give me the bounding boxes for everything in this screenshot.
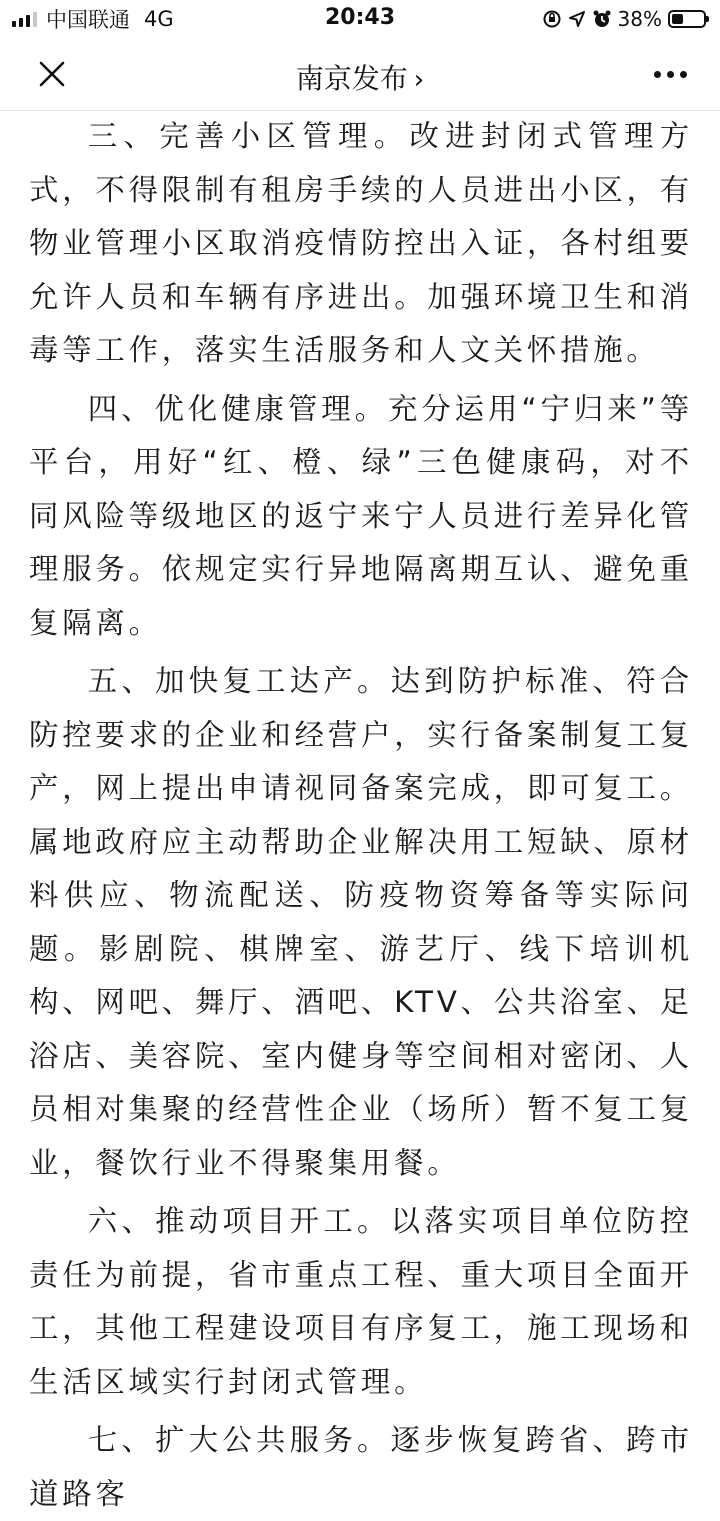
orientation-lock-icon bbox=[542, 9, 562, 29]
more-dot bbox=[654, 71, 661, 78]
article-paragraph: 六、推动项目开工。以落实项目单位防控责任为前提，省市重点工程、重大项目全面开工，其他工程建设项目有序复工，施工现场和生活区域实行封闭式管理。 bbox=[29, 1204, 693, 1399]
more-dot bbox=[680, 71, 687, 78]
status-right bbox=[542, 6, 706, 32]
network-label: 4G bbox=[144, 7, 174, 31]
alarm-icon bbox=[592, 9, 612, 29]
article-paragraph: 五、加快复工达产。达到防护标准、符合防控要求的企业和经营户，实行备案制复工复产，网上提出申请视同备案完成，即可复工。属地政府应主动帮助企业解决用工短缺、原材料供应、物流配送、防疫物资筹备等实际问题。影剧院、棋牌室、游艺厅、线下培训机构、网吧、舞厅、酒吧、KTV、公共浴室、足浴店、美容院、室内健身等空间相对密闭、人员相对集聚的经营性企业（场所）暂不复工复业，餐饮行业不得聚集用餐。 bbox=[29, 664, 693, 1180]
account-title[interactable] bbox=[0, 57, 720, 97]
battery-level bbox=[672, 14, 683, 24]
account-name: 南京发布 bbox=[295, 62, 408, 95]
navigation-bar bbox=[0, 38, 720, 111]
status-time: 20:43 bbox=[324, 5, 396, 30]
article-paragraph: 三、完善小区管理。改进封闭式管理方式，不得限制有租房手续的人员进出小区，有物业管理小区取消疫情防控出入证，各村组要允许人员和车辆有序进出。加强环境卫生和消毒等工作，落实生活服务和人文关怀措施。 bbox=[29, 119, 693, 367]
status-bar bbox=[0, 0, 720, 38]
article-paragraph: 七、扩大公共服务。逐步恢复跨省、跨市道路客 bbox=[29, 1423, 693, 1511]
carrier-label: 中国联通 bbox=[46, 8, 130, 32]
article-body bbox=[29, 110, 693, 1511]
chevron-right-icon: › bbox=[413, 65, 425, 95]
battery-percent: 38% bbox=[617, 7, 662, 31]
battery-icon bbox=[668, 10, 706, 28]
location-icon bbox=[568, 10, 586, 28]
more-dot bbox=[667, 71, 674, 78]
article-paragraph: 四、优化健康管理。充分运用“宁归来”等平台，用好“红、橙、绿”三色健康码，对不同风险等级地区的返宁来宁人员进行差异化管理服务。依规定实行异地隔离期互认、避免重复隔离。 bbox=[29, 391, 693, 640]
more-button[interactable] bbox=[646, 52, 694, 96]
